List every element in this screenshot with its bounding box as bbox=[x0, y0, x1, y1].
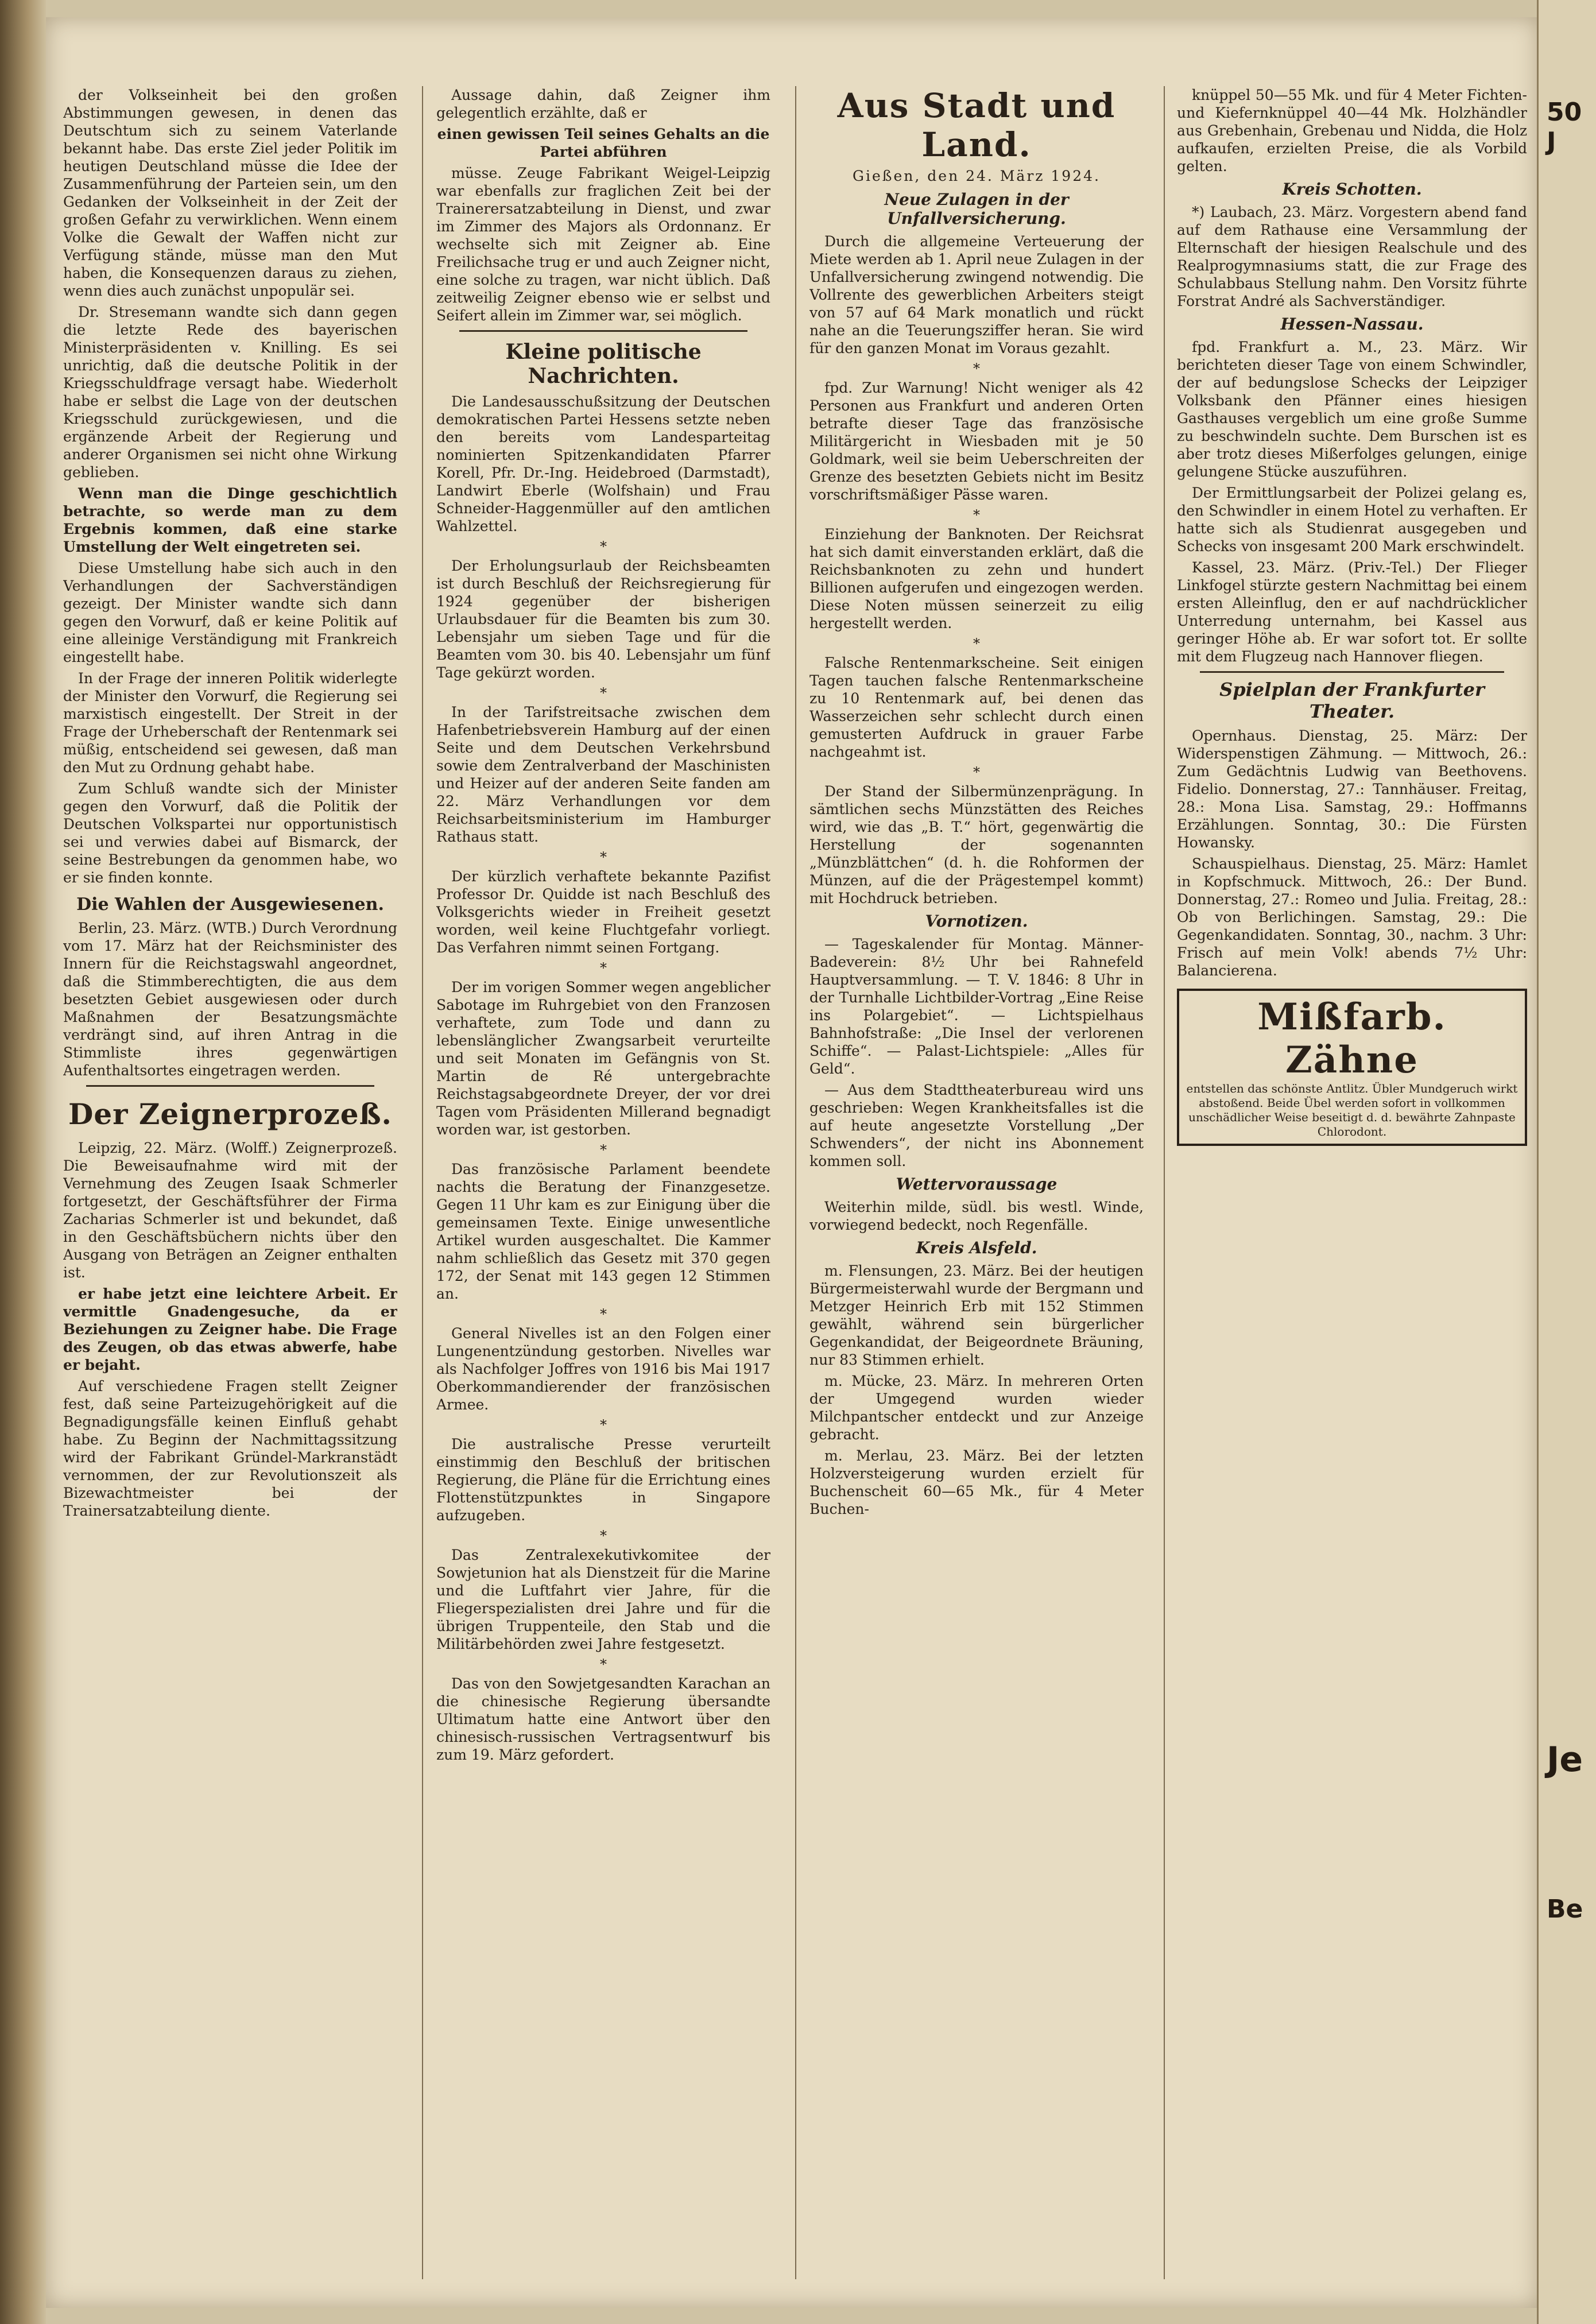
theater-listing: Schauspielhaus. Dienstag, 25. März: Hamlet in Kopfschmuck. Mittwoch, 26.: Der Bund. Donnerstag, 27.: Romeo und Julia. Freitag, 28.: Ob von Berlichingen. Samstag, 29.: Die Gegenkandidaten. Sonntag, 30., nachm. 3 Uhr: Frisch auf mein Volk! abends 7½ Uhr: Balancierena. bbox=[1177, 855, 1527, 979]
article-paragraph: In der Frage der inneren Politik widerlegte der Minister den Vorwurf, die Regierung sei marxistisch eingestellt. Der Streit in der Frage der Urheberschaft der Rentenmark sei müßig, entscheidend sei gewesen, daß man den Mut zu Ordnung gehabt habe. bbox=[63, 670, 397, 776]
article-paragraph: Das französische Parlament beendete nachts die Beratung der Finanzgesetze. Gegen 11 Uhr kam es zur Einigung über die gemeinsamen Texte. Einige unwesentliche Artikel wurden ausgeschaltet. Die Kammer nahm schließlich das Gesetz mit 370 gegen 172, der Senat mit 143 gegen 12 Stimmen an. bbox=[436, 1161, 770, 1302]
article-paragraph-bold: einen gewissen Teil seines Gehalts an die Partei abführen bbox=[437, 126, 770, 160]
article-paragraph: Diese Umstellung habe sich auch in den Verhandlungen der Sachverständigen gezeigt. Der Minister wandte sich dann gegen den Vorwurf, daß er keine Politik auf eine alleinige Verständigung mit Frankreich eingestellt habe. bbox=[63, 560, 397, 665]
separator-star: * bbox=[600, 960, 607, 976]
column-1 bbox=[63, 86, 397, 2285]
separator-star: * bbox=[600, 1142, 607, 1158]
article-paragraph: Leipzig, 22. März. (Wolff.) Zeignerprozeß. Die Beweisaufnahme wird mit der Vernehmung des Zeugen Isaak Schmerler fortgesetzt, der Geschäftsführer der Firma Zacharias Schmerler ist und bekundet, daß in den Geschäftsbüchern nichts über den Ausgang von Beträgen an Zeigner enthalten ist. bbox=[63, 1140, 397, 1281]
article-paragraph: Aussage dahin, daß Zeigner ihm gelegentlich erzählte, daß er bbox=[436, 87, 770, 121]
article-paragraph: Der Erholungsurlaub der Reichsbeamten ist durch Beschluß der Reichsregierung für 1924 gegenüber der bisherigen Urlaubsdauer für die Beamten bis zum 30. Lebensjahr um sieben Tage und für die Beamten vom 30. bis 40. Lebensjahr um fünf Tage gekürzt worden. bbox=[436, 557, 770, 681]
separator-star: * bbox=[600, 1306, 607, 1322]
separator-star: * bbox=[973, 764, 980, 780]
subheadline-vornotizen: Vornotizen. bbox=[925, 912, 1028, 931]
subheadline-kreis-alsfeld: Kreis Alsfeld. bbox=[916, 1238, 1037, 1257]
advertisement-box bbox=[1177, 989, 1527, 1146]
headline-kleine-nachrichten: Kleine politische Nachrichten. bbox=[505, 340, 702, 388]
article-paragraph: Durch die allgemeine Verteuerung der Miete werden ab 1. April neue Zulagen in der Unfallversicherung zwingend notwendig. Die Vollrente des gewerblichen Arbeiters steigt von 57 auf 64 Mark monatlich und rückt nahe an die Teuerungsziffer heran. Sie wird für den ganzen Monat im Voraus gezahlt. bbox=[809, 233, 1144, 357]
article-paragraph: der Volkseinheit bei den großen Abstimmungen gewesen, in denen das Deutschtum sich zu seinem Vaterlande bekannt habe. Das erste Ziel jeder Politik im heutigen Deutschland müsse die Idee der Zusammenführung der Parteien sein, um den Gedanken der Volkseinheit in der Zeit der großen Gefahr zu verwirklichen. Wenn einem Volke die Gewalt der Waffen nicht zur Verfügung stände, müsse man den Mut haben, die Konsequenzen daraus zu ziehen, wenn dies auch zunächst unpopulär sei. bbox=[63, 87, 397, 299]
theater-listing: Opernhaus. Dienstag, 25. März: Der Widerspenstigen Zähmung. — Mittwoch, 26.: Zum Gedächtnis Ludwig van Beethovens. Fidelio. Donnerstag, 27.: Tannhäuser. Freitag, 28.: Mona Lisa. Samstag, 29.: Hoffmanns Erzählungen. Sonntag, 30.: Die Fürsten Howansky. bbox=[1177, 727, 1527, 851]
article-paragraph: m. Mücke, 23. März. In mehreren Orten der Umgegend wurden wieder Milchpantscher entdeckt und zur Anzeige gebracht. bbox=[809, 1373, 1144, 1443]
article-paragraph: Falsche Rentenmarkscheine. Seit einigen Tagen tauchen falsche Rentenmarkscheine zu 10 Rentenmark auf, bei denen das Wasserzeichen sehr schlecht durch einen gemusterten Aufdruck in grauer Farbe nachgeahmt ist. bbox=[809, 654, 1144, 760]
column-4 bbox=[1177, 86, 1527, 2285]
separator-star: * bbox=[600, 1656, 607, 1672]
article-paragraph: Das Zentralexekutivkomitee der Sowjetunion hat als Dienstzeit für die Marine und die Luftfahrt vier Jahre, für die Fliegerspezialisten drei Jahre und für die übrigen Truppenteile, den Stab und die Militärbehörden zwei Jahre festgesetzt. bbox=[436, 1547, 770, 1652]
separator-star: * bbox=[973, 361, 980, 377]
separator-star: * bbox=[973, 507, 980, 523]
adjacent-page-strip bbox=[1537, 0, 1596, 2324]
column-2 bbox=[436, 86, 770, 2285]
article-paragraph: Der kürzlich verhaftete bekannte Pazifist Professor Dr. Quidde ist nach Beschluß des Volksgerichts wieder in Freiheit gesetzt worden, weil keine Fluchtgefahr vorliegt. Das Verfahren nimmt seinen Fortgang. bbox=[436, 868, 770, 956]
column-rule bbox=[422, 86, 423, 2279]
dateline: Gießen, den 24. März 1924. bbox=[853, 168, 1101, 184]
article-paragraph: — Tageskalender für Montag. Männer-Badeverein: 8½ Uhr bei Rahnefeld Hauptversammlung. — T. V. 1846: 8 Uhr in der Turnhalle Lichtbilder-Vortrag „Eine Reise ins Polargebiet“. — Lichtspielhaus Bahnhofstraße: „Die Insel der verlorenen Schiffe“. — Palast-Lichtspiele: „Alles für Geld“. bbox=[809, 936, 1144, 1077]
article-paragraph: Kassel, 23. März. (Priv.-Tel.) Der Flieger Linkfogel stürzte gestern Nachmittag bei einem ersten Alleinflug, den er auf nachdrücklicher Unterredung unternahm, bei Kassel aus geringer Höhe ab. Er war sofort tot. Er sollte mit dem Flugzeug nach Hannover fliegen. bbox=[1177, 559, 1527, 665]
article-paragraph: — Aus dem Stadttheaterbureau wird uns geschrieben: Wegen Krankheitsfalles ist die auf heute angesetzte Vorstellung „Der Schwenders“, der nicht ins Abonnement kommen soll. bbox=[809, 1082, 1144, 1169]
article-paragraph: Die Landesausschußsitzung der Deutschen demokratischen Partei Hessens setzte neben den bereits vom Landesparteitag nominierten Spitzenkandidaten Pfarrer Korell, Pfr. Dr.-Ing. Heidebroed (Darmstadt), Landwirt Eberle (Wolfshain) und Frau Schneider-Haggenmüller auf den amtlichen Wahlzettel. bbox=[436, 393, 770, 534]
headline-wahlen: Die Wahlen der Ausgewiesenen. bbox=[76, 894, 384, 915]
article-paragraph: Der Ermittlungsarbeit der Polizei gelang es, den Schwindler in einem Hotel zu verhaften. Er hatte sich als Studienrat ausgegeben und Schecks von insgesamt 200 Mark erschwindelt. bbox=[1177, 485, 1527, 555]
article-paragraph: Das von den Sowjetgesandten Karachan an die chinesische Regierung übersandte Ultimatum hatte eine Antwort über den chinesisch-russischen Vertragsentwurf bis zum 19. März gefordert. bbox=[436, 1675, 770, 1763]
article-paragraph: knüppel 50—55 Mk. und für 4 Meter Fichten- und Kiefernknüppel 40—44 Mk. Holzhändler aus Grebenhain, Grebenau und Nidda, die Holz aufkaufen, erzielten Preise, die als Vorbild gelten. bbox=[1177, 87, 1527, 175]
subheadline-wetter: Wettervoraussage bbox=[896, 1175, 1057, 1194]
article-paragraph: fpd. Frankfurt a. M., 23. März. Wir berichteten dieser Tage von einem Schwindler, der auf bedungslose Schecks der Leipziger Volksbank den Pfänner eines hiesigen Gasthauses vergeblich um eine große Summe zu beschwindeln suchte. Dem Burschen ist es aber trotz dieses Mißerfolges gelungen, einige gelungene Stücke auszuführen. bbox=[1177, 339, 1527, 480]
ad-text: entstellen das schönste Antlitz. Übler Mundgeruch wirkt abstoßend. Beide Übel werden sofort in vollkommen unschädlicher Weise beseitigt d. d. bewährte Zahnpaste Chlorodont. bbox=[1186, 1082, 1518, 1138]
subheadline-hessen-nassau: Hessen-Nassau. bbox=[1280, 315, 1424, 334]
article-paragraph: Zum Schluß wandte sich der Minister gegen den Vorwurf, daß die Politik der Deutschen Volkspartei nur opportunistisch sei und verwies dabei auf Bismarck, der seine Bestrebungen da genommen habe, wo er sie finden konnte. bbox=[63, 780, 397, 886]
article-paragraph: m. Merlau, 23. März. Bei der letzten Holzversteigerung wurden erzielt für Buchenscheit 60—65 Mk., für 4 Meter Buchen- bbox=[809, 1447, 1144, 1517]
article-paragraph: m. Flensungen, 23. März. Bei der heutigen Bürgermeisterwahl wurde der Bergmann und Metzger Heinrich Erb mit 152 Stimmen gewählt, während sein bürgerlicher Gegenkandidat, der Beigeordnete Bräuning, nur 83 Stimmen erhielt. bbox=[809, 1262, 1144, 1368]
column-3 bbox=[809, 86, 1144, 2285]
subheadline-kreis-schotten: Kreis Schotten. bbox=[1282, 180, 1422, 199]
separator-star: * bbox=[600, 849, 607, 865]
divider bbox=[459, 330, 747, 332]
separator-star: * bbox=[600, 1417, 607, 1433]
separator-star: * bbox=[600, 685, 607, 701]
article-paragraph: *) Laubach, 23. März. Vorgestern abend fand auf dem Rathause eine Versammlung der Elternschaft der hiesigen Realschule und des Realprogymnasiums statt, die zur Frage des Schulabbaus Stellung nahm. Den Vorsitz führte Forstrat André als Sachverständiger. bbox=[1177, 204, 1527, 309]
ad-headline: Mißfarb. Zähne bbox=[1257, 996, 1447, 1082]
headline-zeignerprozess: Der Zeignerprozeß. bbox=[68, 1097, 392, 1131]
subheadline: Neue Zulagen in der Unfallversicherung. bbox=[884, 190, 1069, 228]
article-paragraph: Dr. Stresemann wandte sich dann gegen die letzte Rede des bayerischen Ministerpräsidenten v. Knilling. Es sei unrichtig, daß die deutsche Politik in der Kriegsschuldfrage versagt habe. Wiederholt habe er selbst die Lage von der deutschen Kriegsschuld zurückgewiesen, und die ergänzende Arbeit der Regierung und anderer Organismen sei nicht ohne Wirkung geblieben. bbox=[63, 304, 397, 481]
column-rule bbox=[795, 86, 796, 2279]
article-paragraph: Die australische Presse verurteilt einstimmig den Beschluß der britischen Regierung, die Pläne für die Errichtung eines Flottenstützpunktes in Singapore aufzugeben. bbox=[436, 1436, 770, 1524]
adjacent-page-fragment: Je bbox=[1547, 1740, 1583, 1780]
article-paragraph: Berlin, 23. März. (WTB.) Durch Verordnung vom 17. März hat der Reichsminister des Innern für die Reichstagswahl angeordnet, daß die Stimmberechtigten, die aus dem besetzten Gebiet ausgewiesen oder durch Maßnahmen der Besatzungsmächte verdrängt sind, auf ihren Antrag in die Stimmliste ihres gegenwärtigen Aufenthaltsortes eingetragen werden. bbox=[63, 920, 397, 1079]
article-paragraph-bold: Wenn man die Dinge geschichtlich betrachte, so werde man zu dem Ergebnis kommen, daß eine starke Umstellung der Welt eingetreten sei. bbox=[63, 485, 397, 555]
article-paragraph: Einziehung der Banknoten. Der Reichsrat hat sich damit einverstanden erklärt, daß die Reichsbanknoten zu zehn und hundert Billionen aufgerufen und eingezogen werden. Diese Noten müssen seinerzeit zu eilig hergestellt werden. bbox=[809, 526, 1144, 632]
article-paragraph: Auf verschiedene Fragen stellt Zeigner fest, daß seine Parteizugehörigkeit auf die Begnadigungsfälle keinen Einfluß gehabt habe. Zu Beginn der Nachmittagssitzung wird der Fabrikant Gründel-Markranstädt vernommen, der zur Revolutionszeit als Bizewachtmeister bei der Trainersatzabteilung diente. bbox=[63, 1378, 397, 1519]
article-paragraph: Der im vorigen Sommer wegen angeblicher Sabotage im Ruhrgebiet von den Franzosen verhaftete, zum Tode und dann zu lebenslänglicher Zwangsarbeit verurteilte und seit Monaten im Gefängnis von St. Martin de Ré untergebrachte Reichstagsabgeordnete Dreyer, der vor drei Tagen vom Präsidenten Millerand begnadigt worden war, ist gestorben. bbox=[436, 979, 770, 1138]
article-paragraph: müsse. Zeuge Fabrikant Weigel-Leipzig war ebenfalls zur fraglichen Zeit bei der Trainerersatzabteilung in Dienst, und zwar im Zimmer des Majors als Ordonnanz. Er wechselte sich mit Zeigner ab. Eine Freilichsache trug er und auch Zeigner nicht, eine solche zu tragen, war nicht üblich. Daß zeitweilig Zeigner ebenso wie er selbst und Seifert allein im Zimmer war, sei möglich. bbox=[436, 165, 770, 324]
article-paragraph-bold: er habe jetzt eine leichtere Arbeit. Er vermittle Gnadengesuche, da er Beziehungen zu Zeigner habe. Die Frage des Zeugen, ob das etwas abwerfe, habe er bejaht. bbox=[63, 1285, 397, 1373]
separator-star: * bbox=[600, 1528, 607, 1544]
article-paragraph: General Nivelles ist an den Folgen einer Lungenentzündung gestorben. Nivelles war als Nachfolger Joffres von 1916 bis Mai 1917 Oberkommandierender der französischen Armee. bbox=[436, 1325, 770, 1413]
article-paragraph: fpd. Zur Warnung! Nicht weniger als 42 Personen aus Frankfurt und anderen Orten betrafte dieser Tage das französische Militärgericht in Wiesbaden mit je 50 Goldmark, weil sie beim Ueberschreiten der Grenze des besetzten Gebiets nicht im Besitz vorschriftsmäßiger Pässe waren. bbox=[809, 379, 1144, 503]
section-title-stadt-und-land: Aus Stadt und Land. bbox=[837, 86, 1116, 164]
article-paragraph: Weiterhin milde, südl. bis westl. Winde, vorwiegend bedeckt, noch Regenfälle. bbox=[809, 1199, 1144, 1233]
page-gutter-shadow bbox=[0, 0, 46, 2324]
article-paragraph: In der Tarifstreitsache zwischen dem Hafenbetriebsverein Hamburg auf der einen Seite und dem Deutschen Verkehrsbund sowie dem Zentralverband der Maschinisten und Heizer auf der anderen Seite fanden am 22. März Verhandlungen vor dem Reichsarbeitsministerium im Hamburger Rathaus statt. bbox=[436, 704, 770, 845]
divider bbox=[86, 1085, 374, 1087]
article-paragraph: Der Stand der Silbermünzenprägung. In sämtlichen sechs Münzstätten des Reiches wird, wie das „B. T.“ hört, gegenwärtig die Herstellung der sogenannten „Münzblättchen“ (d. h. die Rohformen der Münzen, auf die der Prägestempel kommt) mit Hochdruck betrieben. bbox=[809, 783, 1144, 907]
column-rule bbox=[1164, 86, 1165, 2279]
divider bbox=[1200, 671, 1504, 673]
adjacent-page-fragment: Be bbox=[1547, 1895, 1583, 1924]
adjacent-page-fragment: 50 J bbox=[1547, 98, 1582, 156]
separator-star: * bbox=[973, 636, 980, 652]
headline-theater: Spielplan der Frankfurter Theater. bbox=[1219, 679, 1485, 722]
separator-star: * bbox=[600, 539, 607, 555]
